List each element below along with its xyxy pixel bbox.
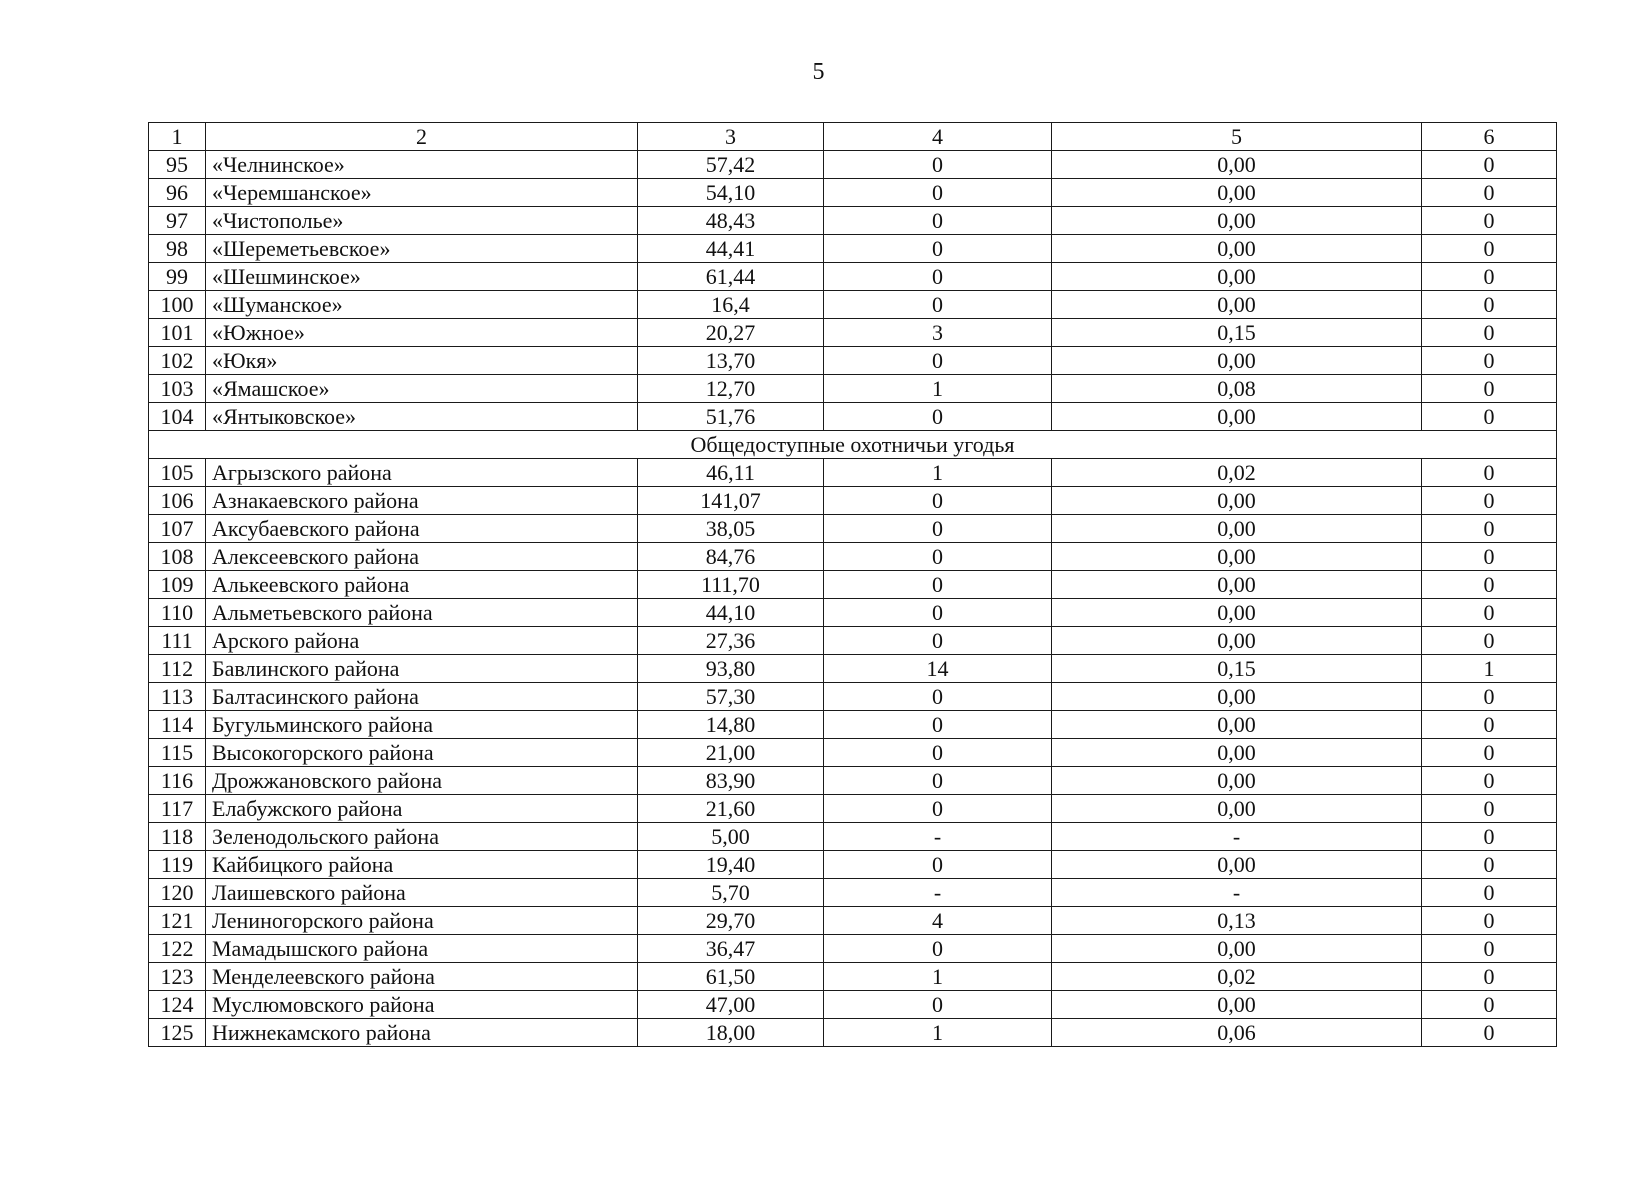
value-cell: 1 [824,375,1052,403]
value-cell: 0 [824,543,1052,571]
value-cell: 111,70 [638,571,824,599]
table-row [149,655,1557,683]
value-cell: 83,90 [638,767,824,795]
header-row [149,123,1557,151]
value-cell: 0,00 [1052,235,1422,263]
value-cell: 1 [1422,655,1557,683]
value-cell: 0 [824,795,1052,823]
column-header: 1 [149,123,206,151]
value-cell: 0 [824,599,1052,627]
value-cell: 36,47 [638,935,824,963]
row-number-cell: 122 [149,935,206,963]
value-cell: 57,30 [638,683,824,711]
row-number-cell: 100 [149,291,206,319]
value-cell: 84,76 [638,543,824,571]
row-number-cell: 120 [149,879,206,907]
row-number-cell: 97 [149,207,206,235]
row-number-cell: 114 [149,711,206,739]
value-cell: 0,00 [1052,151,1422,179]
value-cell: 20,27 [638,319,824,347]
row-number-cell: 125 [149,1019,206,1047]
table-body-top [149,151,1557,431]
value-cell: 0 [824,767,1052,795]
value-cell: 44,10 [638,599,824,627]
value-cell: 21,00 [638,739,824,767]
row-number-cell: 118 [149,823,206,851]
value-cell: 0 [1422,991,1557,1019]
name-cell: «Черемшанское» [206,179,638,207]
table-row [149,235,1557,263]
value-cell: 0 [1422,571,1557,599]
value-cell: 0,00 [1052,347,1422,375]
row-number-cell: 109 [149,571,206,599]
table-header [149,123,1557,151]
value-cell: 0,06 [1052,1019,1422,1047]
value-cell: 13,70 [638,347,824,375]
value-cell: 61,50 [638,963,824,991]
value-cell: 0,08 [1052,375,1422,403]
value-cell: 51,76 [638,403,824,431]
value-cell: 0 [824,711,1052,739]
table-row [149,739,1557,767]
row-number-cell: 116 [149,767,206,795]
value-cell: 0 [824,207,1052,235]
value-cell: 0 [824,487,1052,515]
row-number-cell: 111 [149,627,206,655]
value-cell: 0 [824,515,1052,543]
value-cell: 0 [824,403,1052,431]
row-number-cell: 121 [149,907,206,935]
value-cell: 0,15 [1052,319,1422,347]
value-cell: 61,44 [638,263,824,291]
value-cell: 0 [1422,291,1557,319]
row-number-cell: 119 [149,851,206,879]
table-row [149,347,1557,375]
table-row [149,683,1557,711]
name-cell: Кайбицкого района [206,851,638,879]
value-cell: 0 [1422,767,1557,795]
value-cell: 0,00 [1052,627,1422,655]
value-cell: 4 [824,907,1052,935]
value-cell: - [824,823,1052,851]
row-number-cell: 115 [149,739,206,767]
row-number-cell: 98 [149,235,206,263]
column-header: 3 [638,123,824,151]
value-cell: 18,00 [638,1019,824,1047]
name-cell: Менделеевского района [206,963,638,991]
value-cell: 0,02 [1052,963,1422,991]
row-number-cell: 101 [149,319,206,347]
value-cell: 0 [824,991,1052,1019]
value-cell: 0 [1422,319,1557,347]
table-row [149,879,1557,907]
table-row [149,851,1557,879]
value-cell: 0 [1422,151,1557,179]
table-row [149,571,1557,599]
value-cell: 0 [824,235,1052,263]
value-cell: 47,00 [638,991,824,1019]
value-cell: 16,4 [638,291,824,319]
value-cell: 0,15 [1052,655,1422,683]
value-cell: 0 [824,151,1052,179]
value-cell: 0,00 [1052,515,1422,543]
table-row [149,543,1557,571]
value-cell: 0 [1422,907,1557,935]
row-number-cell: 106 [149,487,206,515]
table-row [149,207,1557,235]
name-cell: Балтасинского района [206,683,638,711]
name-cell: Бавлинского района [206,655,638,683]
table-row [149,263,1557,291]
value-cell: - [824,879,1052,907]
row-number-cell: 105 [149,459,206,487]
name-cell: Лениногорского района [206,907,638,935]
name-cell: Мамадышского района [206,935,638,963]
column-header: 2 [206,123,638,151]
name-cell: Лаишевского района [206,879,638,907]
value-cell: 0,00 [1052,207,1422,235]
value-cell: 0 [1422,599,1557,627]
value-cell: 14 [824,655,1052,683]
value-cell: 0,00 [1052,683,1422,711]
value-cell: 0 [1422,739,1557,767]
value-cell: 38,05 [638,515,824,543]
table-row [149,627,1557,655]
value-cell: 54,10 [638,179,824,207]
value-cell: 0 [824,935,1052,963]
value-cell: 19,40 [638,851,824,879]
row-number-cell: 108 [149,543,206,571]
table-row [149,515,1557,543]
row-number-cell: 104 [149,403,206,431]
value-cell: 21,60 [638,795,824,823]
table-row [149,459,1557,487]
table-row [149,1019,1557,1047]
value-cell: 0,00 [1052,739,1422,767]
column-header: 5 [1052,123,1422,151]
table-body-bottom [149,459,1557,1047]
value-cell: 0 [824,571,1052,599]
value-cell: 1 [824,459,1052,487]
value-cell: 0,00 [1052,263,1422,291]
table-row [149,907,1557,935]
name-cell: «Чистополье» [206,207,638,235]
value-cell: 57,42 [638,151,824,179]
table-row [149,711,1557,739]
name-cell: Бугульминского района [206,711,638,739]
name-cell: Альметьевского района [206,599,638,627]
table-row [149,151,1557,179]
value-cell: 0,00 [1052,599,1422,627]
table-row [149,795,1557,823]
value-cell: 0 [824,683,1052,711]
value-cell: 0,00 [1052,851,1422,879]
value-cell: 0 [1422,823,1557,851]
value-cell: 0,00 [1052,935,1422,963]
table-row [149,767,1557,795]
value-cell: 0,00 [1052,991,1422,1019]
value-cell: 0 [1422,207,1557,235]
value-cell: 0 [1422,795,1557,823]
name-cell: «Южное» [206,319,638,347]
name-cell: Азнакаевского района [206,487,638,515]
row-number-cell: 99 [149,263,206,291]
value-cell: 0 [1422,1019,1557,1047]
value-cell: 0 [1422,879,1557,907]
value-cell: 12,70 [638,375,824,403]
value-cell: 0,02 [1052,459,1422,487]
name-cell: Высокогорского района [206,739,638,767]
value-cell: 0 [1422,403,1557,431]
column-header: 4 [824,123,1052,151]
value-cell: 0 [1422,935,1557,963]
value-cell: 141,07 [638,487,824,515]
value-cell: 48,43 [638,207,824,235]
value-cell: 0 [824,851,1052,879]
name-cell: «Шереметьевское» [206,235,638,263]
name-cell: «Янтыковское» [206,403,638,431]
value-cell: 27,36 [638,627,824,655]
row-number-cell: 110 [149,599,206,627]
value-cell: 0 [1422,515,1557,543]
name-cell: Агрызского района [206,459,638,487]
name-cell: «Ямашское» [206,375,638,403]
table-row [149,599,1557,627]
name-cell: «Челнинское» [206,151,638,179]
value-cell: 0 [824,291,1052,319]
value-cell: 0 [824,627,1052,655]
value-cell: 1 [824,1019,1052,1047]
value-cell: 0 [1422,235,1557,263]
value-cell: 3 [824,319,1052,347]
name-cell: Арского района [206,627,638,655]
name-cell: Алексеевского района [206,543,638,571]
table-row [149,319,1557,347]
value-cell: 0,00 [1052,179,1422,207]
row-number-cell: 107 [149,515,206,543]
row-number-cell: 96 [149,179,206,207]
column-header: 6 [1422,123,1557,151]
value-cell: 0,00 [1052,291,1422,319]
value-cell: 0,00 [1052,711,1422,739]
value-cell: 0 [1422,627,1557,655]
table-section [149,431,1557,459]
row-number-cell: 123 [149,963,206,991]
table-row [149,991,1557,1019]
value-cell: 29,70 [638,907,824,935]
table-row [149,375,1557,403]
value-cell: 0 [824,263,1052,291]
name-cell: «Юкя» [206,347,638,375]
value-cell: - [1052,879,1422,907]
name-cell: Зеленодольского района [206,823,638,851]
table-row [149,963,1557,991]
name-cell: Дрожжановского района [206,767,638,795]
name-cell: Муслюмовского района [206,991,638,1019]
value-cell: 0 [1422,375,1557,403]
value-cell: 1 [824,963,1052,991]
row-number-cell: 117 [149,795,206,823]
name-cell: «Шешминское» [206,263,638,291]
value-cell: 0 [1422,683,1557,711]
name-cell: «Шуманское» [206,291,638,319]
value-cell: 0 [1422,963,1557,991]
table-row [149,823,1557,851]
value-cell: 0 [1422,263,1557,291]
value-cell: 0,00 [1052,571,1422,599]
value-cell: 0 [824,179,1052,207]
table-row [149,179,1557,207]
page-number: 5 [812,59,825,85]
data-table [148,122,1557,1047]
table-row [149,291,1557,319]
table-row [149,403,1557,431]
row-number-cell: 113 [149,683,206,711]
value-cell: 0 [1422,179,1557,207]
section-title: Общедоступные охотничьи угодья [149,431,1557,459]
row-number-cell: 102 [149,347,206,375]
name-cell: Елабужского района [206,795,638,823]
value-cell: 44,41 [638,235,824,263]
value-cell: 0,00 [1052,403,1422,431]
value-cell: 0 [1422,851,1557,879]
value-cell: 14,80 [638,711,824,739]
value-cell: 0 [1422,543,1557,571]
value-cell: 0,13 [1052,907,1422,935]
value-cell: 46,11 [638,459,824,487]
value-cell: 0,00 [1052,767,1422,795]
value-cell: 0 [824,347,1052,375]
value-cell: 0,00 [1052,795,1422,823]
row-number-cell: 103 [149,375,206,403]
value-cell: 0 [1422,711,1557,739]
value-cell: 0 [824,739,1052,767]
value-cell: - [1052,823,1422,851]
name-cell: Нижнекамского района [206,1019,638,1047]
value-cell: 5,70 [638,879,824,907]
value-cell: 0,00 [1052,487,1422,515]
row-number-cell: 95 [149,151,206,179]
name-cell: Алькеевского района [206,571,638,599]
value-cell: 0,00 [1052,543,1422,571]
value-cell: 0 [1422,487,1557,515]
table-row [149,487,1557,515]
value-cell: 5,00 [638,823,824,851]
table-row [149,935,1557,963]
name-cell: Аксубаевского района [206,515,638,543]
value-cell: 0 [1422,459,1557,487]
row-number-cell: 112 [149,655,206,683]
row-number-cell: 124 [149,991,206,1019]
section-row [149,431,1557,459]
value-cell: 93,80 [638,655,824,683]
value-cell: 0 [1422,347,1557,375]
